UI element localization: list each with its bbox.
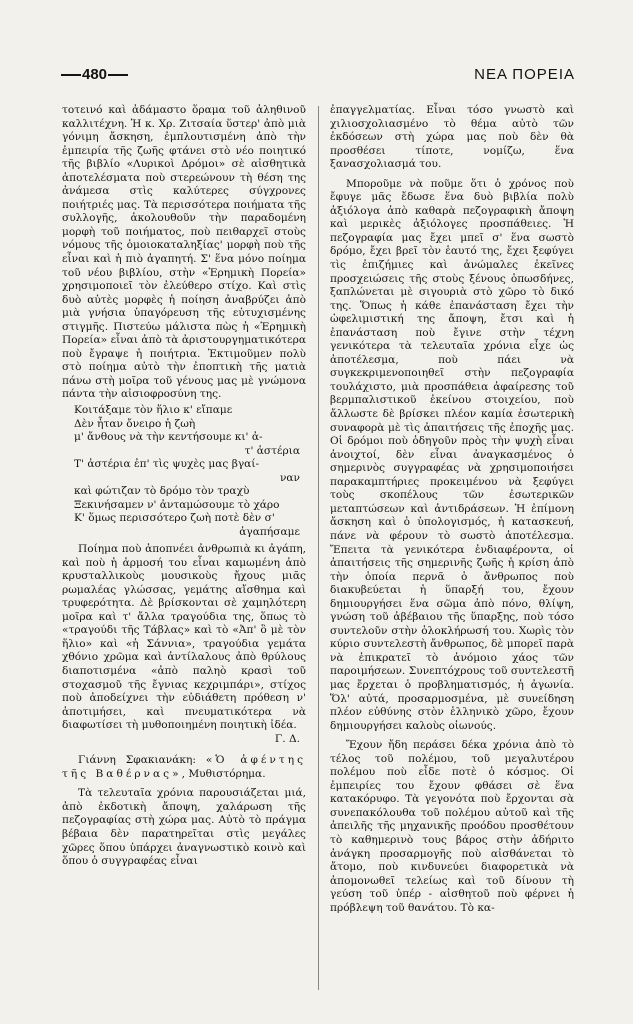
poem-quote: [74, 404, 306, 539]
text-columns: [62, 104, 584, 994]
paragraph: Μποροῦμε νὰ ποῦμε ὅτι ὁ χρόνος ποὺ ἔφυγε μᾶς ἔδωσε ἕνα δυὸ βιβλία πολὺ ἀξιόλογα ἀπὸ καθαρὰ πεζογραφικὴ ἄποψη καὶ μερικὲς ἀξιόλογες προσπάθειες. Ἡ πεζογραφία μας ἔχει μπεῖ σ' ἕνα σωστὸ δρόμο, ἔχει βρεῖ τὸν ἑαυτό της, ἔχει ξεφύγει τὶς ἐπιζήμιες καὶ ἀνώμαλες ἐκεῖνες προσχειώσεις τῆς στοὺς ξένους ὁπωσδήνες, ξαπλώνεται μὲ σιγουριὰ στὸ χῶρο τὸ δικό της. Ὅπως ἡ κάθε ἐπανάσταση ἔχει τὴν ὠφελιμιστική της ἄποψη, ἔτσι καὶ ἡ ἐπανάσταση ποὺ ἔγινε στὴν τέχνη γενικότερα τὰ τελευταῖα χρόνια εἶχε ὡς ἀποτέλεσμα, ποὺ πάει νὰ συγκεκριμενοποιηθεῖ στὴν πεζογραφία τουλάχιστο, μιὰ προσπάθεια ἀφαίρεσης τοῦ βερμπαλιστικοῦ ἐκείνου στοιχείου, ποὺ ἄλλωστε δὲ βρίσκει πλέον καμία ἐσωτερικὴ συναφορὰ μὲ τὶς ἀπαιτήσεις τῆς ἐποχῆς μας. Οἱ δρόμοι ποὺ ὁδηγοῦν πρὸς τὴν ψυχὴ εἶναι ἀνοιχτοί, δὲν εἶναι ἀναγκασμένος ὁ σημερινὸς συγγραφέας νὰ χρησιμοποιήσει παρακαμπτήριες προκειμένου νὰ ξεφύγει τοὺς σκοπέλους τῶν ἐσωτερικῶν μεταπτώσεων καὶ ἀντιδράσεων. Ἡ ἐπίμονη ἄσκηση καὶ ὁ ὑπολογισμός, ἡ κατασκευή, πάνε νὰ φέρουν τὸ σωστὸ ἀποτέλεσμα. Ἔπειτα τὰ γενικότερα ἐνδιαφέροντα, οἱ ἀπαιτήσεις τῆς σημερινῆς ζωῆς ἡ κρίση ἀπὸ τὴν ὁποία περνᾶ ὁ ἄνθρωπος ποὺ διακυβεύεται ἡ ὕπαρξή του, ἔχουν δημιουργήσει ἕνα σῶμα ἀπὸ πόνο, θλίψη, γνώση τοῦ ἀβέβαιου τῆς ὕπαρξης, ποὺ τόσο συντελοῦν στὴν ὁλοκλήρωσή του. Χωρὶς τὸν κύριο συντελεστὴ ἄνθρωπος, δὲ μπορεῖ παρὰ νὰ ἐπικρατεῖ τὸ ἀνόμοιο χάος τῶν παροιμήσεων. Συνεπτόχρους τοῦ συντελεστῆ μας ἔρχεται ὁ προβληματισμός, ἡ ἀγωνία. Ὅλ' αὐτά, προσαρμοσμένα, μὲ συνείδηση πλέον εὐθύνης στὸν ἑλληνικὸ χῶρο, ἔχουν δημιουργήσει καλοὺς οἰωνούς.: [330, 177, 574, 732]
poem-line: Κ' ὅμως περισσότερο ζωὴ ποτὲ δὲν σ': [74, 512, 275, 525]
review-genre: Μυθιστόρημα.: [188, 767, 266, 780]
paragraph: τοτεινό καὶ ἀδάμαστο ὅραμα τοῦ ἀληθινοῦ καλλιτέχνη. Ἡ κ. Χρ. Ζιτσαία ὕστερ' ἀπὸ μιὰ γόνιμη ἄσκηση, ἐμπλουτισμένη ἀπὸ τὴν ἐμπειρία τῆς ζωῆς φτάνει στὸ νέο ποιητικό τῆς βιβλίο «Λυρικοὶ Δρόμοι» σὲ αἰσθητικὰ ἀποτελέσματα ποὺ στερεώνουν τὴ θέση της ἀνάμεσα στὶς καλύτερες σύγχρονες ποιήτριές μας. Τὰ περισσότερα ποιήματα τῆς συλλογῆς, ἀκολουθοῦν τὴν παραδομένη μορφὴ τοῦ ποιήματος, ποὺ πειθαρχεῖ στοὺς νόμους τῆς ὁμοιοκαταληξίας' μορφὴ ποὺ τῆς εἶναι καὶ ἡ πιὸ ἀγαπητή. Σ' ἕνα μόνο ποίημα τοῦ νέου βιβλίου, στὴν «Ἐρημικὴ Πορεία» χρησιμοποιεῖ τὸν ἐλεύθερο στίχο. Καὶ στὶς δυὸ αὐτὲς μορφὲς ἡ ποίηση ἀναβρύζει ἀπὸ μιὰ γνήσια ὑπαγόρευση τῆς εὐτυχισμένης στιγμῆς. Πιστεύω μάλιστα πὼς ἡ «Ἐρημικὴ Πορεία» εἶναι ἀπὸ τὰ ἀριστουργηματικότερα ποὺ ἔγραψε ἡ ποιήτρια. Ἐκτιμοῦμεν πολὺ στὸ ποίημα αὐτὸ τὴν ἐποπτικὴ τῆς ματιὰ πάνω στὴ μοῖρα τοῦ γένους μας μὲ γνώμονα πάντα τὴν αἰσιοφροσύνη της.: [62, 104, 306, 401]
journal-title: ΝΕΑ ΠΟΡΕΙΑ: [474, 66, 575, 83]
poem-line: Δὲν ἦταν ὄνειρο ἡ ζωὴ: [74, 417, 196, 430]
poem-line: Τ' ἀστέρια ἐπ' τὶς ψυχὲς μας βγαί-: [74, 458, 260, 471]
review-heading: Γιάννη Σφακιανάκη: «Ὁ ἀφέντης τῆς Βαθέρνας», Μυθιστόρημα.: [62, 754, 307, 780]
review-author: Γιάννη Σφακιανάκη:: [78, 754, 196, 767]
dash-decoration: [61, 74, 81, 76]
paragraph: Ποίημα ποὺ ἀποπνέει ἀνθρωπιὰ κι ἀγάπη, καὶ ποὺ ἡ ἁρμοσή του εἶναι καμωμένη ἀπὸ κρυσταλλικοὺς μουσικοὺς ἤχους μιᾶς ρωμαλέας γλώσσας, γεμάτης αἴσθημα καὶ τρυφερότητα. Δὲ βρίσκονται σὲ χαμηλότερη μοῖρα καὶ τ' ἄλλα τραγούδια της, ὅπως τὸ «τραγούδι τῆς Τάβλας» καὶ τὸ «Ἀπ' ὃ μὲ τὸν ἥλιο» καὶ «ἡ Σάννια», τραγούδια γεμάτα χθόνιο χρῶμα καὶ ἀντίλαλους ἀπὸ θρύλους διαποτισμένα «ἀπὸ παληὸ κρασὶ τοῦ στοχασμοῦ τῆς ἔγνιας κεχριμπάρι», στίχος ποὺ ἀποδείχνει τὴν εὐδιάθετη πρόθεση ν' ἀποτιμήσει, καὶ πνευματικότερα νὰ διαφωτίσει τὴ μυθοποιημένη ποιητικὴ ἰδέα.: [62, 543, 306, 732]
poem-line: Ξεκινήσαμεν ν' ἀνταμώσουμε τὸ χάρο: [74, 498, 280, 511]
page-number-text: 480: [82, 66, 108, 83]
page-header: [60, 66, 575, 88]
paragraph: Ἔχουν ἤδη περάσει δέκα χρόνια ἀπὸ τὸ τέλος τοῦ πολέμου, τοῦ μεγαλυτέρου πολέμου ποὺ εἶδε ποτὲ ὁ κόσμος. Οἱ ἐμπειρίες του ἔχουν φθάσει σὲ ἕνα κατακόρυφο. Τὰ γεγονότα ποὺ ἔρχονται σὰ συνεπακόλουθα τοῦ πολέμου αὐτοῦ καὶ τῆς ἀπειλῆς τῆς μηχανικῆς προόδου προσθέτουν τὸ καθημερινὸ τους βάρος στὴν ἀδήριτο ἀνάγκη προσαρμογῆς ποὺ αἰσθάνεται τὸ ἄτομο, ποὺ κινδυνεύει διαφορετικὰ νὰ ἀπομονωθεῖ τελείως καὶ τοῦ δίνουν τὴ γεύση τοῦ ὑπέρ - αἰσθητοῦ ποὺ φέρνει ἡ πρόβλεψη τοῦ θανάτου. Τὸ κα-: [330, 739, 574, 914]
review-title: «Ὁ ἀφέντης τῆς Βαθέρνας»: [62, 754, 307, 780]
dash-decoration: [108, 74, 128, 76]
poem-line: ναν: [279, 471, 300, 484]
paragraph: ἐπαγγελματίας. Εἶναι τόσο γνωστὸ καὶ χιλιοσχολιασμένο τὸ θέμα αὐτὸ τῶν ἐκδόσεων στὴ χώρα μας ποὺ δὲν θὰ προσθέσει τίποτε, νομίζω, ἕνα ξανασχολιασμά του.: [330, 104, 574, 171]
right-column: [330, 104, 574, 915]
review-signature: Γ. Δ.: [274, 732, 300, 745]
poem-line: καὶ φώτιζαν τὸ δρόμο τὸν τραχὺ: [74, 485, 250, 498]
poem-line: ἀγαπήσαμε: [239, 525, 300, 538]
left-column: [62, 104, 306, 869]
poem-line: τ' ἀστέρια: [244, 444, 300, 457]
paragraph: Τὰ τελευταῖα χρόνια παρουσιάζεται μιά, ἀπὸ ἐκδοτικὴ ἄποψη, χαλάρωση τῆς πεζογραφίας στὴ χώρα μας. Αὐτὸ τὸ πράγμα βέβαια δὲν παρατηρεῖται στὶς μεγάλες χῶρες ὅπου ὑπάρχει ἀναγνωστικὸ κοινὸ καὶ ὅπου ὁ συγγραφέας εἶναι: [62, 787, 306, 868]
poem-line: μ' ἄνθους νὰ τὴν κεντήσουμε κι' ἀ-: [74, 431, 263, 444]
poem-line: Κοιτάξαμε τὸν ἥλιο κ' εἴπαμε: [74, 404, 233, 417]
page-number: [60, 66, 129, 83]
column-divider: [318, 106, 319, 990]
